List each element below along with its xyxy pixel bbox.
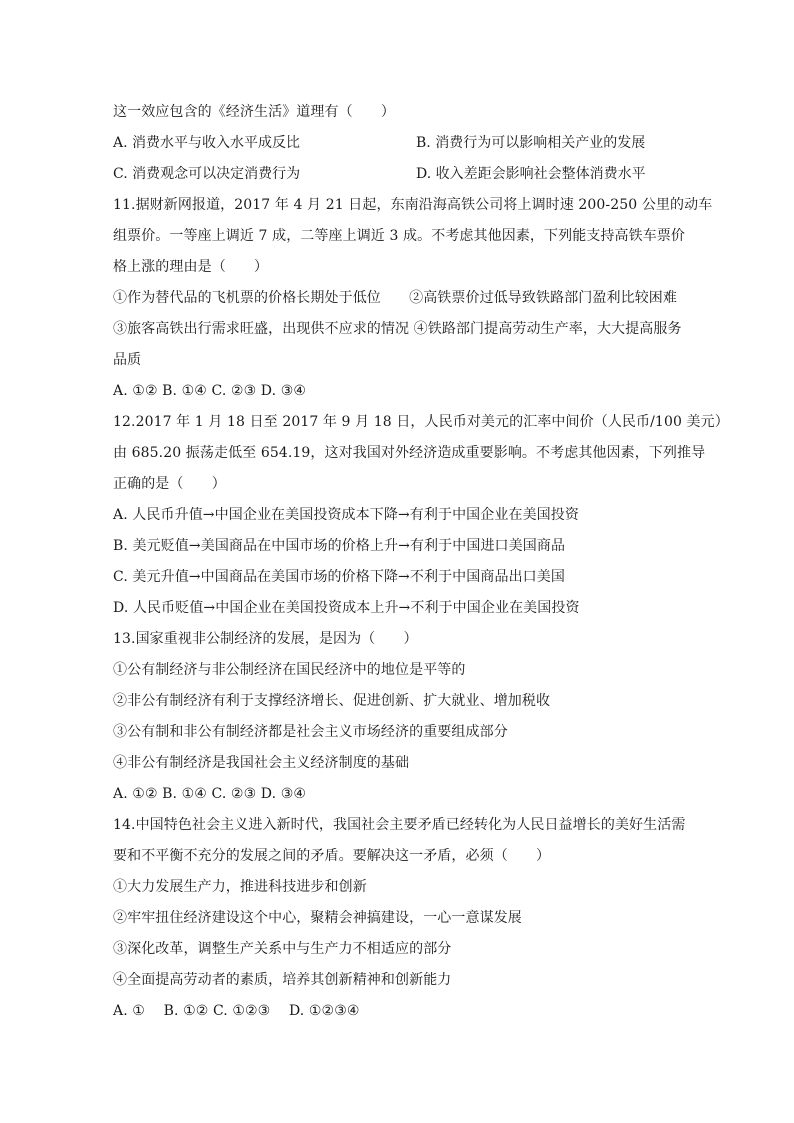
- q13-statement-1: ①公有制经济与非公制经济在国民经济中的地位是平等的: [113, 662, 466, 678]
- q13-stem: 13.国家重视非公制经济的发展，是因为（ ）: [113, 631, 418, 647]
- q11-statements-3-4: ③旅客高铁出行需求旺盛，出现供不应求的情况 ④铁路部门提高劳动生产率，大大提高服务: [113, 321, 682, 337]
- q11-statements-1-2: ①作为替代品的飞机票的价格长期处于低位 ②高铁票价过低导致铁路部门盈利比较困难: [113, 290, 677, 306]
- question-12: [113, 407, 729, 624]
- q13-statement-4: ④非公有制经济是我国社会主义经济制度的基础: [113, 755, 410, 771]
- exam-page: [113, 97, 729, 1027]
- q14-stem-line-2: 要和不平衡不充分的发展之间的矛盾。要解决这一矛盾，必须（ ）: [113, 848, 551, 864]
- q13-statement-2: ②非公有制经济有利于支撑经济增长、促进创新、扩大就业、增加税收: [113, 693, 551, 709]
- q10-options-row-1: [113, 128, 688, 159]
- q14-stem-line-1: 14.中国特色社会主义进入新时代，我国社会主要矛盾已经转化为人民日益增长的美好生活需: [113, 817, 686, 833]
- q14-options[interactable]: A. ① B. ①② C. ①②③ D. ①②③④: [113, 1003, 360, 1019]
- q12-option-c[interactable]: C. 美元升值→中国商品在美国市场的价格下降→不利于中国商品出口美国: [113, 569, 565, 585]
- q12-stem-line-2: 由 685.20 振荡走低至 654.19，这对我国对外经济造成重要影响。不考虑其他因素，下列推导: [113, 445, 706, 461]
- q14-statement-1: ①大力发展生产力，推进科技进步和创新: [113, 879, 367, 895]
- q11-options[interactable]: A. ①② B. ①④ C. ②③ D. ③④: [113, 383, 306, 399]
- q14-statement-2: ②牢牢扭住经济建设这个中心，聚精会神搞建设，一心一意谋发展: [113, 910, 522, 926]
- q12-option-d[interactable]: D. 人民币贬值→中国企业在美国投资成本上升→不利于中国企业在美国投资: [113, 600, 580, 616]
- question-13: [113, 624, 688, 810]
- q10-option-b[interactable]: B. 消费行为可以影响相关产业的发展: [416, 135, 646, 151]
- q11-stem-line-3: 格上涨的理由是（ ）: [113, 259, 269, 275]
- q12-stem-line-1: 12.2017 年 1 月 18 日至 2017 年 9 月 18 日，人民币对美元的汇率中间价（人民币/100 美元）: [113, 414, 729, 430]
- q12-option-a[interactable]: A. 人民币升值→中国企业在美国投资成本下降→有利于中国企业在美国投资: [113, 507, 579, 523]
- q10-options-row-2: [113, 159, 688, 190]
- q14-statement-3: ③深化改革，调整生产关系中与生产力不相适应的部分: [113, 941, 452, 957]
- q10-option-c[interactable]: C. 消费观念可以决定消费行为: [113, 166, 301, 182]
- q10-option-a[interactable]: A. 消费水平与收入水平成反比: [113, 135, 301, 151]
- question-14: [113, 810, 688, 1027]
- q13-options[interactable]: A. ①② B. ①④ C. ②③ D. ③④: [113, 786, 306, 802]
- q10-stem: 这一效应包含的《经济生活》道理有（ ）: [113, 104, 395, 120]
- q11-stem-line-1: 11.据财新网报道，2017 年 4 月 21 日起，东南沿海高铁公司将上调时速 200-250 公里的动车: [113, 197, 713, 213]
- q12-option-b[interactable]: B. 美元贬值→美国商品在中国市场的价格上升→有利于中国进口美国商品: [113, 538, 566, 554]
- question-11: [113, 190, 713, 407]
- q11-stem-line-2: 组票价。一等座上调近 7 成，二等座上调近 3 成。不考虑其他因素，下列能支持高铁车票价: [113, 228, 686, 244]
- q14-statement-4: ④全面提高劳动者的素质，培养其创新精神和创新能力: [113, 972, 452, 988]
- q10-option-d[interactable]: D. 收入差距会影响社会整体消费水平: [416, 166, 646, 182]
- q13-statement-3: ③公有制和非公有制经济都是社会主义市场经济的重要组成部分: [113, 724, 508, 740]
- q11-statement-4-cont: 品质: [113, 352, 142, 368]
- q12-stem-line-3: 正确的是（ ）: [113, 476, 226, 492]
